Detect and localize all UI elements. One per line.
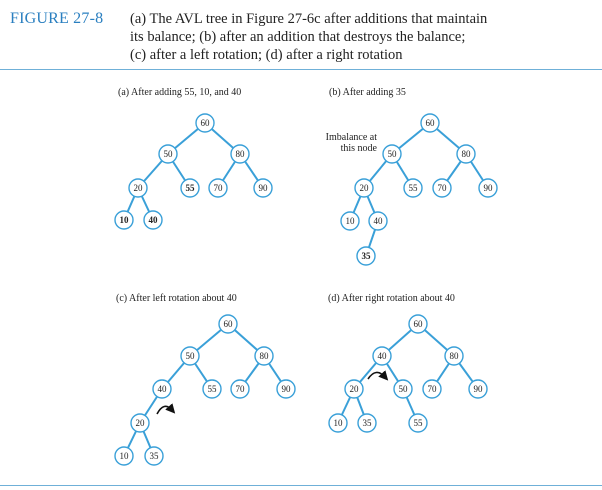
node-label: 50 (398, 384, 408, 395)
node-label: 40 (377, 351, 387, 362)
right-rotation-arrow-icon (368, 372, 385, 379)
node-label: 50 (387, 149, 397, 160)
node-label: 60 (200, 118, 210, 129)
panel-a-node-90 (254, 179, 272, 197)
node-label: 70 (437, 183, 447, 194)
left-rotation-arrow-icon (157, 406, 172, 414)
node-label: 80 (461, 149, 471, 160)
node-label: 20 (359, 183, 369, 194)
imbalance-note-line-1: Imbalance at (325, 132, 377, 143)
panel-a-node-80 (231, 145, 249, 163)
panel-b-node-40 (369, 212, 387, 230)
node-label: 20 (133, 183, 143, 194)
panel-d-title: (d) After right rotation about 40 (328, 293, 455, 304)
panel-c-node-20 (131, 414, 149, 432)
panel-a-node-55 (181, 179, 199, 197)
panel-d-node-10 (329, 414, 347, 432)
panel-a-node-70 (209, 179, 227, 197)
bottom-rule (0, 485, 602, 486)
node-label: 50 (163, 149, 173, 160)
panel-d-node-40 (373, 347, 391, 365)
panel-a-title: (a) After adding 55, 10, and 40 (118, 87, 242, 98)
node-label: 90 (473, 384, 483, 395)
node-label: 80 (259, 351, 269, 362)
panel-c-node-50 (181, 347, 199, 365)
node-label: 90 (483, 183, 493, 194)
node-label: 10 (119, 215, 129, 226)
node-label: 60 (425, 118, 435, 129)
node-label: 40 (148, 215, 158, 226)
panel-d-node-35 (358, 414, 376, 432)
node-label: 20 (135, 418, 145, 429)
panel-d-node-80 (445, 347, 463, 365)
panel-d-node-20 (345, 380, 363, 398)
panel-b-node-50 (383, 145, 401, 163)
caption-line-1: (a) The AVL tree in Figure 27-6c after additions that maintain (130, 11, 488, 27)
panel-b-node-60 (421, 114, 439, 132)
panel-d-node-70 (423, 380, 441, 398)
panel-b-node-55 (404, 179, 422, 197)
node-label: 55 (413, 418, 423, 429)
panel-c-title: (c) After left rotation about 40 (116, 293, 237, 304)
node-label: 35 (361, 251, 371, 262)
node-label: 10 (119, 451, 129, 462)
panel-b-node-10 (341, 212, 359, 230)
panel-b-node-35 (357, 247, 375, 265)
panel-a-node-60 (196, 114, 214, 132)
node-label: 90 (258, 183, 268, 194)
panel-c-node-70 (231, 380, 249, 398)
panel-b-node-20 (355, 179, 373, 197)
panel-c-node-35 (145, 447, 163, 465)
node-label: 90 (281, 384, 291, 395)
node-label: 50 (185, 351, 195, 362)
panel-b-node-80 (457, 145, 475, 163)
panel-c-node-80 (255, 347, 273, 365)
node-label: 60 (413, 319, 423, 330)
node-label: 70 (235, 384, 245, 395)
node-label: 80 (235, 149, 245, 160)
node-label: 10 (333, 418, 343, 429)
figure-label: FIGURE 27-8 (10, 10, 104, 27)
node-label: 35 (362, 418, 372, 429)
node-label: 55 (185, 183, 195, 194)
panel-d-node-90 (469, 380, 487, 398)
panel-c-node-10 (115, 447, 133, 465)
node-label: 70 (213, 183, 223, 194)
panel-c-node-55 (203, 380, 221, 398)
panel-b-node-90 (479, 179, 497, 197)
panel-c-node-40 (153, 380, 171, 398)
node-label: 40 (157, 384, 167, 395)
node-label: 40 (373, 216, 383, 227)
panel-d-node-55 (409, 414, 427, 432)
node-label: 35 (149, 451, 159, 462)
node-label: 80 (449, 351, 459, 362)
panel-a-node-20 (129, 179, 147, 197)
panel-d-node-50 (394, 380, 412, 398)
node-label: 20 (349, 384, 359, 395)
panel-c-node-60 (219, 315, 237, 333)
node-label: 70 (427, 384, 437, 395)
panel-d-node-60 (409, 315, 427, 333)
imbalance-note-line-2: this node (340, 143, 377, 154)
node-label: 60 (223, 319, 233, 330)
node-label: 55 (207, 384, 217, 395)
panel-b-node-70 (433, 179, 451, 197)
panel-a-node-10 (115, 211, 133, 229)
panel-a-node-40 (144, 211, 162, 229)
panel-c-node-90 (277, 380, 295, 398)
caption-line-3: (c) after a left rotation; (d) after a right rotation (130, 47, 403, 63)
node-label: 10 (345, 216, 355, 227)
panel-a-node-50 (159, 145, 177, 163)
panel-b-title: (b) After adding 35 (329, 87, 406, 98)
node-label: 55 (408, 183, 418, 194)
caption-line-2: its balance; (b) after an addition that destroys the balance; (130, 29, 466, 45)
